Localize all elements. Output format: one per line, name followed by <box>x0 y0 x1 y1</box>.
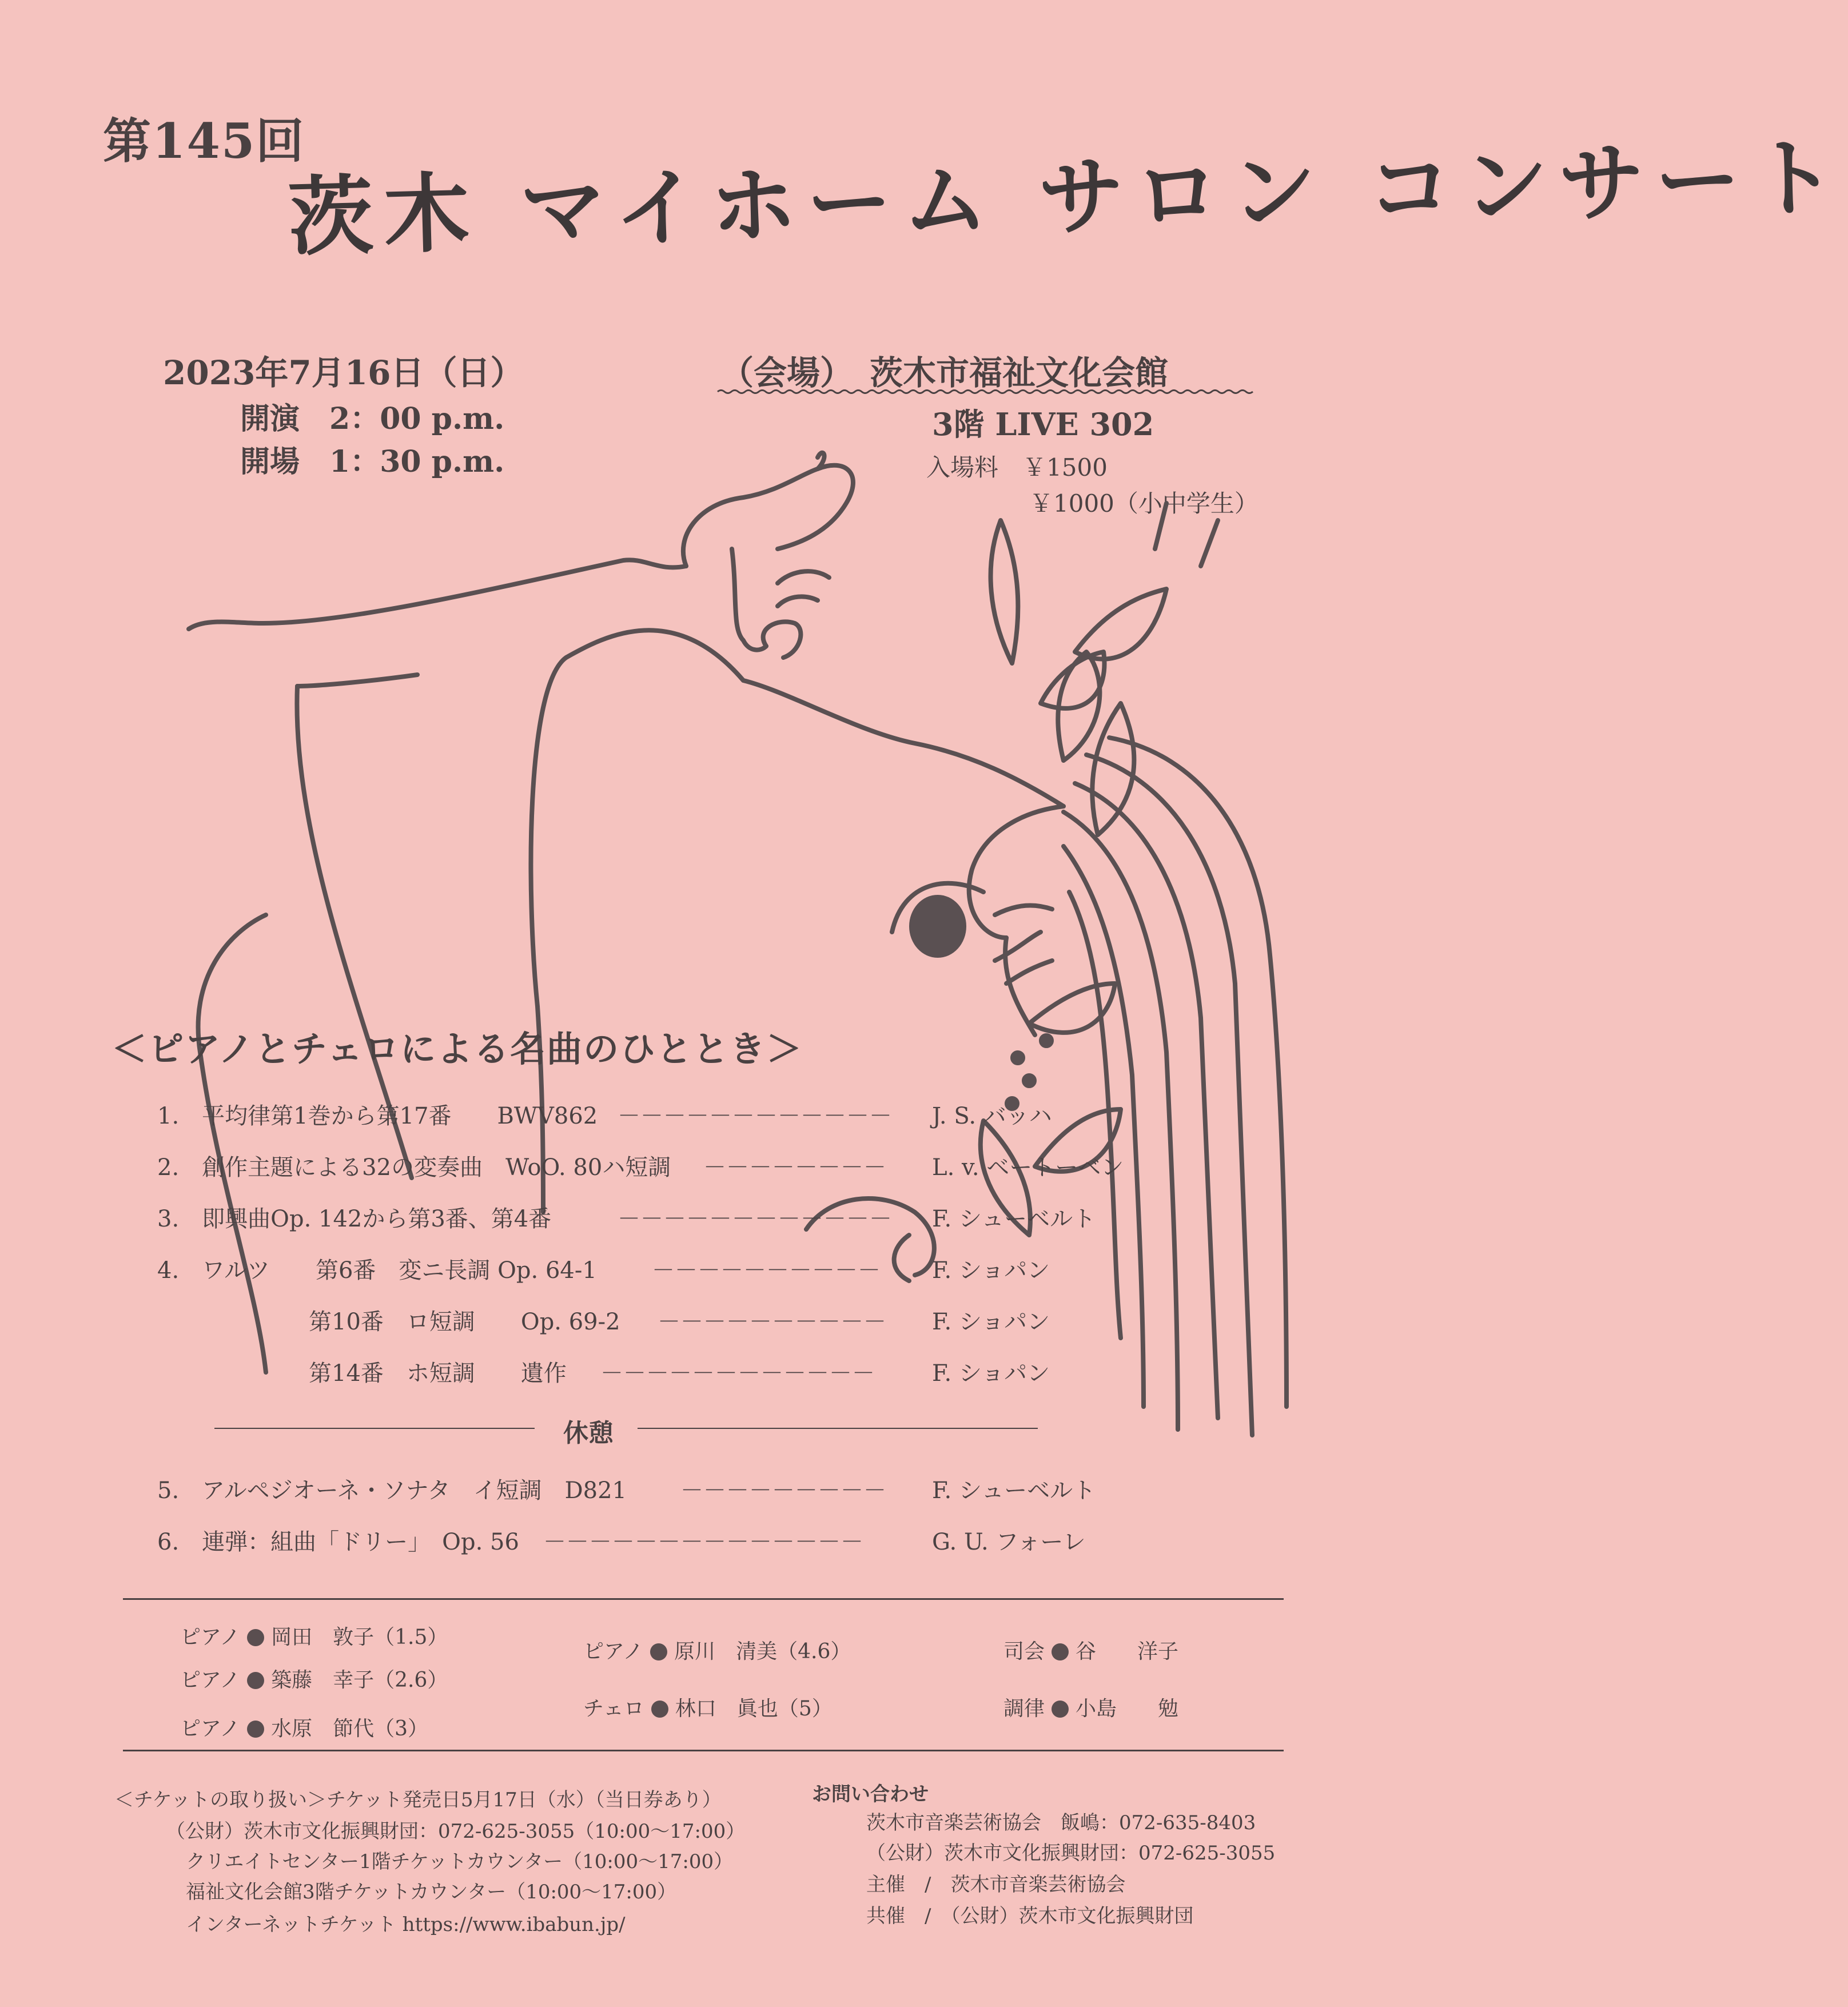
leader-dashes: －－－－－－－－－ <box>680 1478 886 1504</box>
contact-line: 茨木市音楽芸術協会 飯嶋：072-635-8403 <box>866 1811 1256 1834</box>
ticket-line: クリエイトセンター1階チケットカウンター（10:00～17:00） <box>186 1850 734 1873</box>
fee-adult: ￥1500 <box>1022 453 1108 481</box>
item-composer: L. v. ベートーベン <box>932 1154 1124 1181</box>
fee-child: ￥1000（小中学生） <box>1029 489 1258 517</box>
performer-role: チェロ <box>583 1697 644 1721</box>
organizer: 主催 / 茨木市音楽芸術協会 <box>866 1873 1126 1896</box>
item-number: 5. <box>157 1478 180 1504</box>
performer-name: 水原 節代（3） <box>271 1717 429 1741</box>
item-number: 3. <box>157 1206 180 1232</box>
ticket-line: （公財）茨木市文化振興財団：072-625-3055（10:00～17:00） <box>166 1820 746 1843</box>
performer-role: ピアノ <box>180 1717 241 1741</box>
intermission-rule-left <box>214 1428 535 1429</box>
performer-role: ピアノ <box>180 1668 241 1692</box>
illustration-figure <box>172 435 1315 1578</box>
item-number: 6. <box>157 1529 180 1555</box>
staff-role: 調律 <box>1003 1697 1045 1721</box>
item-title: 第10番 ロ短調 Op. 69-2 <box>309 1309 620 1335</box>
bullet-dot <box>651 1701 668 1718</box>
program-item-4 <box>157 1252 597 1285</box>
performer-row <box>180 1713 428 1742</box>
leader-dashes: －－－－－－－－－－－－－－ <box>543 1529 863 1555</box>
bullet-dot <box>1052 1701 1069 1718</box>
performer-name: 原川 清美（4.6） <box>674 1640 851 1663</box>
performer-role: ピアノ <box>180 1626 241 1649</box>
item-composer: J. S. バッハ <box>932 1103 1052 1129</box>
leader-dashes: －－－－－－－－－－ <box>658 1309 886 1335</box>
fee-label: 入場料 <box>926 453 999 481</box>
ticket-heading: ＜チケットの取り扱い＞チケット発売日5月17日（水）（当日券あり） <box>114 1789 722 1811</box>
contact-heading: お問い合わせ <box>812 1783 929 1806</box>
performer-row <box>180 1664 448 1693</box>
item-title: 平均律第1巻から第17番 BWV862 <box>202 1103 598 1129</box>
item-composer: G. U. フォーレ <box>932 1529 1086 1555</box>
leader-dashes: －－－－－－－－ <box>703 1154 886 1181</box>
contact-line: （公財）茨木市文化振興財団：072-625-3055 <box>866 1842 1276 1865</box>
leader-dashes: －－－－－－－－－－－－ <box>600 1360 875 1387</box>
start-label: 開演 <box>240 401 300 436</box>
item-number: 4. <box>157 1257 180 1284</box>
performer-row <box>583 1635 851 1664</box>
start-time-row <box>240 395 504 437</box>
program-item-3 <box>157 1201 551 1233</box>
item-composer: F. ショパン <box>932 1360 1050 1387</box>
bullet-dot <box>247 1721 264 1738</box>
item-number: 2. <box>157 1154 180 1181</box>
edition-number: 第145回 <box>103 113 305 169</box>
venue-line <box>720 346 1168 394</box>
start-time: 2：00 p.m. <box>329 401 505 436</box>
bullet-dot <box>650 1643 667 1660</box>
leader-dashes: －－－－－－－－－－ <box>652 1257 881 1284</box>
item-number: 1. <box>157 1103 180 1129</box>
staff-role: 司会 <box>1003 1640 1045 1663</box>
open-time: 1：30 p.m. <box>329 444 505 479</box>
performer-name: 林口 眞也（5） <box>675 1697 833 1721</box>
divider-bottom <box>123 1750 1284 1751</box>
staff-name: 谷 洋子 <box>1076 1640 1179 1663</box>
performer-name: 築藤 幸子（2.6） <box>271 1668 448 1692</box>
venue-wavy-underline <box>718 389 1258 395</box>
item-title: ワルツ 第6番 変ニ長調 Op. 64-1 <box>202 1257 597 1284</box>
item-composer: F. ショパン <box>932 1309 1050 1335</box>
program-item-2 <box>157 1149 671 1182</box>
bullet-dot <box>247 1672 264 1689</box>
divider-top <box>123 1598 1284 1600</box>
item-title: アルペジオーネ・ソナタ イ短調 D821 <box>202 1478 627 1504</box>
program-item-4b <box>309 1304 620 1336</box>
performer-role: ピアノ <box>583 1640 644 1663</box>
item-composer: F. シューベルト <box>932 1478 1096 1504</box>
performer-name: 岡田 敦子（1.5） <box>271 1626 448 1649</box>
bullet-dot <box>1052 1643 1069 1660</box>
program-item-4c <box>309 1355 567 1388</box>
leader-dashes: －－－－－－－－－－－－ <box>618 1206 892 1232</box>
venue-floor: 3階 LIVE 302 <box>932 406 1154 443</box>
program-subtitle: ＜ピアノとチェロによる名曲のひととき＞ <box>111 1028 803 1070</box>
concert-title: 茨木 マイホーム サロン コンサート <box>286 128 1848 268</box>
staff-name: 小島 勉 <box>1076 1697 1179 1721</box>
venue-name: 茨木市福祉文化会館 <box>870 353 1169 392</box>
item-title: 創作主題による32の変奏曲 WoO. 80ハ短調 <box>202 1154 671 1181</box>
leader-dashes: －－－－－－－－－－－－ <box>618 1103 892 1129</box>
ticket-line: 福祉文化会館3階チケットカウンター（10:00～17:00） <box>186 1881 677 1904</box>
item-title: 即興曲Op. 142から第3番、第4番 <box>202 1206 552 1232</box>
bullet-dot <box>247 1629 264 1646</box>
intermission-label: 休憩 <box>563 1419 614 1448</box>
program-item-1 <box>157 1098 598 1130</box>
intermission-rule-right <box>638 1428 1038 1429</box>
ticket-internet-link[interactable]: インターネットチケット https://www.ibabun.jp/ <box>186 1913 626 1936</box>
performer-row <box>583 1693 833 1722</box>
item-title: 連弾：組曲「ドリー」 Op. 56 <box>202 1529 519 1555</box>
cosponsor: 共催 / （公財）茨木市文化振興財団 <box>866 1905 1194 1928</box>
item-title: 第14番 ホ短調 遺作 <box>309 1360 567 1387</box>
program-item-5 <box>157 1472 627 1505</box>
item-composer: F. シューベルト <box>932 1206 1096 1232</box>
performer-row <box>180 1621 448 1650</box>
staff-row <box>1003 1693 1178 1722</box>
staff-row <box>1003 1635 1178 1664</box>
program-item-6 <box>157 1524 519 1556</box>
open-label: 開場 <box>240 444 300 479</box>
venue-label: （会場） <box>720 353 837 392</box>
item-composer: F. ショパン <box>932 1257 1050 1284</box>
event-date: 2023年7月16日（日） <box>163 353 524 392</box>
